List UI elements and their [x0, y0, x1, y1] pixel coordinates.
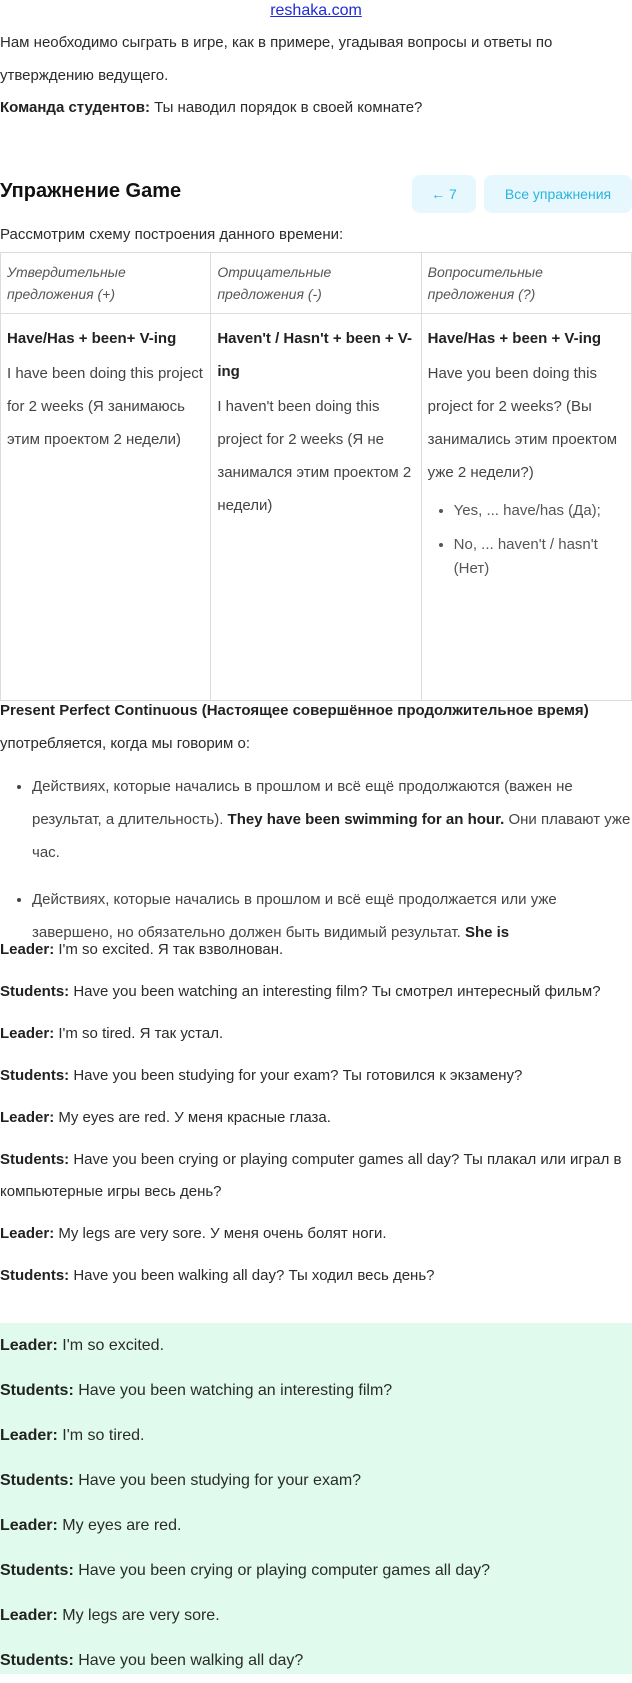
previous-exercise-button[interactable]: ← 7 — [412, 175, 476, 213]
speaker-label: Students: — [0, 1151, 70, 1168]
speaker-label: Students: — [0, 983, 70, 1000]
answer-line — [0, 1323, 632, 1368]
dialog-block — [0, 934, 632, 1302]
intro-text — [0, 26, 632, 92]
answer-line — [0, 1638, 632, 1683]
answer-line — [0, 1458, 632, 1503]
dialog-text: Have you been watching an interesting film? Ты смотрел интересный фильм? — [73, 983, 601, 1000]
usage-translation: Они плавают уже час. — [32, 811, 631, 861]
answer-line — [0, 1593, 632, 1638]
all-exercises-button[interactable]: Все упражнения — [484, 175, 632, 213]
dialog-line — [0, 1102, 632, 1134]
speaker-label: Leader: — [0, 1607, 58, 1624]
usage-list — [0, 770, 632, 941]
speaker-label: Leader: — [0, 1109, 55, 1126]
table-row — [1, 314, 632, 701]
speaker-label: Students: — [0, 1562, 74, 1579]
dialog-text: My legs are very sore. У меня очень болят ноги. — [58, 1225, 387, 1242]
answer-line — [0, 1368, 632, 1413]
list-item — [32, 770, 632, 869]
dialog-line — [0, 1260, 632, 1292]
table-header: Утвердительные предложения (+) — [1, 253, 211, 314]
speaker-label: Students: — [0, 1472, 74, 1489]
answer-text: Have you been crying or playing computer games all day? — [78, 1562, 491, 1579]
team-label: Команда студентов: — [0, 99, 150, 116]
example-affirmative: I have been doing this project for 2 weeks (Я занимаюсь этим проектом 2 недели) — [7, 365, 203, 448]
table-header-row — [1, 253, 632, 314]
table-cell-negative — [211, 314, 421, 701]
speaker-label: Leader: — [0, 941, 55, 958]
speaker-label: Students: — [0, 1652, 74, 1669]
pp-title-bold: Present Perfect Continuous (Настоящее совершённое продолжительное время) — [0, 702, 589, 719]
dialog-line — [0, 1218, 632, 1250]
speaker-label: Leader: — [0, 1427, 58, 1444]
pp-title — [0, 694, 632, 760]
usage-text: Действиях, которые начались в прошлом и всё ещё продолжается или уже завершено, но обязательно должен быть видимый результат. — [32, 891, 557, 941]
speaker-label: Students: — [0, 1267, 70, 1284]
answer-text: Have you been studying for your exam? — [78, 1472, 362, 1489]
formula-negative: Haven't / Hasn't + been + V-ing — [217, 330, 413, 380]
scheme-text: Рассмотрим схему построения данного времени: — [0, 226, 344, 243]
dialog-line — [0, 1018, 632, 1050]
speaker-label: Leader: — [0, 1025, 55, 1042]
team-text: Ты наводил порядок в своей комнате? — [154, 99, 423, 116]
formula-question: Have/Has + been + V-ing — [427, 330, 602, 347]
intro-line-2: утверждению ведущего. — [0, 67, 169, 84]
speaker-label: Leader: — [0, 1225, 55, 1242]
speaker-label: Leader: — [0, 1337, 58, 1354]
list-item: • Yes, ... have/has (Да); — [454, 499, 625, 523]
dialog-text: I'm so tired. Я так устал. — [58, 1025, 224, 1042]
formula-affirmative: Have/Has + been+ V-ing — [7, 330, 177, 347]
answer-text: I'm so excited. — [62, 1337, 165, 1354]
table-cell-affirmative — [1, 314, 211, 701]
answer-text: My legs are very sore. — [62, 1607, 220, 1624]
dialog-text: Have you been studying for your exam? Ты готовился к экзамену? — [73, 1067, 523, 1084]
dialog-text: Have you been crying or playing computer games all day? Ты плакал или играл в компьютерные игры весь день? — [0, 1151, 622, 1200]
usage-text: Действиях, которые начались в прошлом и всё ещё продолжаются (важен не результат, а длительность). — [32, 778, 573, 828]
answer-line — [0, 1503, 632, 1548]
answer-line — [0, 1548, 632, 1593]
table-cell-question — [421, 314, 631, 701]
answer-block — [0, 1323, 632, 1674]
dialog-line — [0, 1060, 632, 1092]
speaker-label: Students: — [0, 1067, 70, 1084]
exercise-title: Упражнение Game — [0, 180, 182, 202]
speaker-label: Students: — [0, 1382, 74, 1399]
pp-title-rest: употребляется, когда мы говорим о: — [0, 735, 251, 752]
dialog-text: My eyes are red. У меня красные глаза. — [58, 1109, 331, 1126]
grammar-table — [0, 252, 632, 701]
usage-example: She is — [464, 924, 510, 941]
dialog-line — [0, 934, 632, 966]
dialog-text: I'm so excited. Я так взволнован. — [58, 941, 284, 958]
example-negative: I haven't been doing this project for 2 weeks (Я не занимался этим проектом 2 недели) — [217, 398, 412, 514]
dialog-line — [0, 976, 632, 1008]
dialog-text: Have you been walking all day? Ты ходил весь день? — [73, 1267, 435, 1284]
answer-line — [0, 1413, 632, 1458]
example-question: Have you been doing this project for 2 weeks? (Вы занимались этим проектом уже 2 недели?) — [427, 365, 618, 481]
speaker-label: Leader: — [0, 1517, 58, 1534]
site-title[interactable]: reshaka.com — [270, 2, 362, 19]
usage-example: They have been swimming for an hour. — [227, 811, 505, 828]
answer-text: I'm so tired. — [62, 1427, 145, 1444]
intro-line-1: Нам необходимо сыграть в игре, как в примере, угадывая вопросы и ответы по — [0, 34, 553, 51]
answer-text: Have you been watching an interesting film? — [78, 1382, 393, 1399]
table-header: Вопросительные предложения (?) — [421, 253, 631, 314]
dialog-line — [0, 1144, 632, 1208]
team-line — [0, 96, 422, 120]
answer-text: My eyes are red. — [62, 1517, 182, 1534]
table-header: Отрицательные предложения (-) — [211, 253, 421, 314]
list-item: • No, ... haven't / hasn't (Нет) — [454, 533, 625, 581]
answer-text: Have you been walking all day? — [78, 1652, 304, 1669]
answer-list — [428, 499, 625, 581]
